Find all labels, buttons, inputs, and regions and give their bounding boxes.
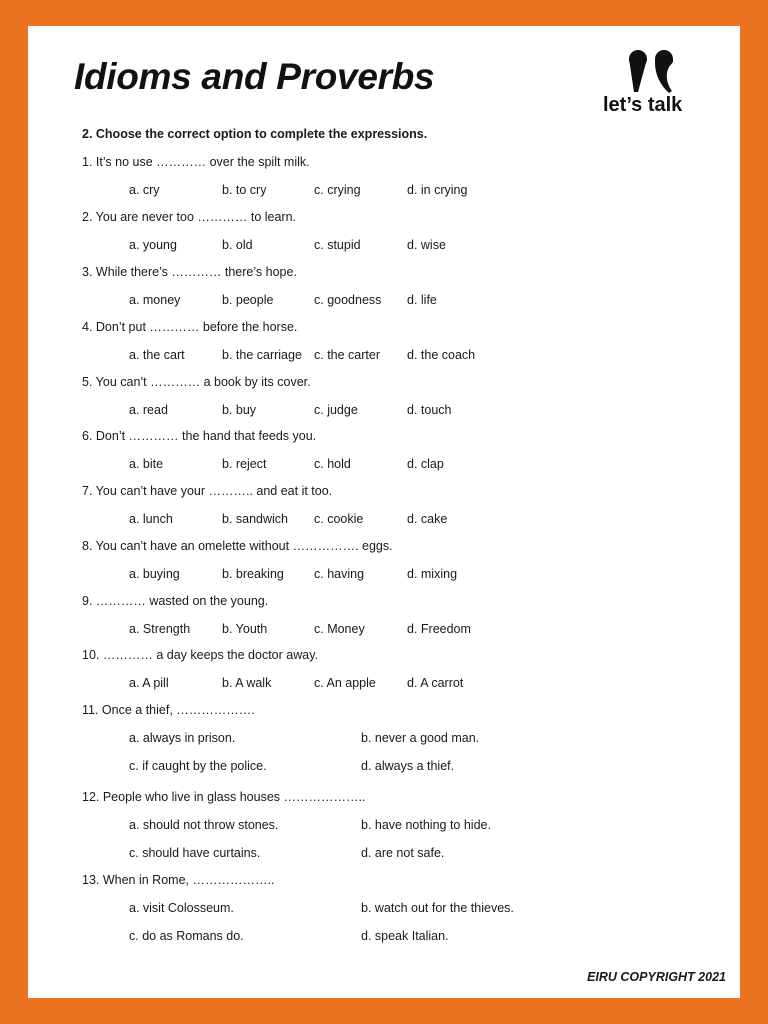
option-10-b: b. A walk xyxy=(222,676,272,690)
option-1-c: c. crying xyxy=(314,183,361,197)
option-4-d: d. the coach xyxy=(407,348,476,362)
option-2-d: d. wise xyxy=(407,238,446,252)
page-title: Idioms and Proverbs xyxy=(74,56,435,97)
question-12: 12. People who live in glass houses ……………….. xyxy=(82,790,366,804)
option-9-a: a. Strength xyxy=(129,622,191,636)
question-6: 6. Don’t ………… the hand that feeds you. xyxy=(82,429,317,443)
option-7-d: d. cake xyxy=(407,512,448,526)
option-8-c: c. having xyxy=(314,567,365,581)
option-12-b: b. have nothing to hide. xyxy=(361,818,491,832)
option-10-c: c. An apple xyxy=(314,676,376,690)
quote-marks-icon xyxy=(626,48,678,94)
option-3-c: c. goodness xyxy=(314,293,382,307)
option-7-a: a. lunch xyxy=(129,512,173,526)
option-13-a: a. visit Colosseum. xyxy=(129,901,234,915)
option-7-b: b. sandwich xyxy=(222,512,289,526)
copyright-footer: EIRU COPYRIGHT 2021 xyxy=(587,970,726,984)
option-12-c: c. should have curtains. xyxy=(129,846,261,860)
option-13-c: c. do as Romans do. xyxy=(129,929,244,943)
option-3-b: b. people xyxy=(222,293,274,307)
option-6-b: b. reject xyxy=(222,457,267,471)
option-11-d: d. always a thief. xyxy=(361,759,455,773)
option-12-d: d. are not safe. xyxy=(361,846,445,860)
logo-text: let’s talk xyxy=(603,94,683,116)
question-7: 7. You can’t have your ……….. and eat it too. xyxy=(82,484,333,498)
option-11-a: a. always in prison. xyxy=(129,731,236,745)
option-8-d: d. mixing xyxy=(407,567,458,581)
option-5-b: b. buy xyxy=(222,403,257,417)
option-5-c: c. judge xyxy=(314,403,358,417)
option-12-a: a. should not throw stones. xyxy=(129,818,279,832)
option-8-b: b. breaking xyxy=(222,567,284,581)
worksheet-page xyxy=(28,26,740,998)
question-5: 5. You can’t ………… a book by its cover. xyxy=(82,375,311,389)
option-11-c: c. if caught by the police. xyxy=(129,759,267,773)
option-13-d: d. speak Italian. xyxy=(361,929,449,943)
option-3-a: a. money xyxy=(129,293,181,307)
option-1-a: a. cry xyxy=(129,183,160,197)
question-8: 8. You can’t have an omelette without ……………. eggs. xyxy=(82,539,393,553)
option-3-d: d. life xyxy=(407,293,437,307)
question-3: 3. While there’s ………… there’s hope. xyxy=(82,265,297,279)
question-9: 9. ………… wasted on the young. xyxy=(82,594,269,608)
option-4-a: a. the cart xyxy=(129,348,185,362)
option-9-d: d. Freedom xyxy=(407,622,471,636)
question-1: 1. It’s no use ………… over the spilt milk. xyxy=(82,155,310,169)
question-10: 10. ………… a day keeps the doctor away. xyxy=(82,648,318,662)
question-4: 4. Don’t put ………… before the horse. xyxy=(82,320,298,334)
option-9-c: c. Money xyxy=(314,622,365,636)
option-8-a: a. buying xyxy=(129,567,180,581)
option-4-c: c. the carter xyxy=(314,348,380,362)
option-1-d: d. in crying xyxy=(407,183,468,197)
option-10-a: a. A pill xyxy=(129,676,169,690)
question-11: 11. Once a thief, ………………. xyxy=(82,703,255,717)
option-13-b: b. watch out for the thieves. xyxy=(361,901,514,915)
option-11-b: b. never a good man. xyxy=(361,731,480,745)
option-2-c: c. stupid xyxy=(314,238,361,252)
option-7-c: c. cookie xyxy=(314,512,364,526)
option-5-d: d. touch xyxy=(407,403,452,417)
lets-talk-logo xyxy=(602,48,702,118)
option-6-a: a. bite xyxy=(129,457,164,471)
option-6-d: d. clap xyxy=(407,457,444,471)
option-1-b: b. to cry xyxy=(222,183,267,197)
option-5-a: a. read xyxy=(129,403,168,417)
instruction: 2. Choose the correct option to complete the expressions. xyxy=(82,127,428,141)
option-6-c: c. hold xyxy=(314,457,351,471)
option-9-b: b. Youth xyxy=(222,622,268,636)
option-4-b: b. the carriage xyxy=(222,348,302,362)
option-2-b: b. old xyxy=(222,238,253,252)
option-2-a: a. young xyxy=(129,238,177,252)
option-10-d: d. A carrot xyxy=(407,676,464,690)
question-2: 2. You are never too ………… to learn. xyxy=(82,210,297,224)
question-13: 13. When in Rome, ……………….. xyxy=(82,873,275,887)
